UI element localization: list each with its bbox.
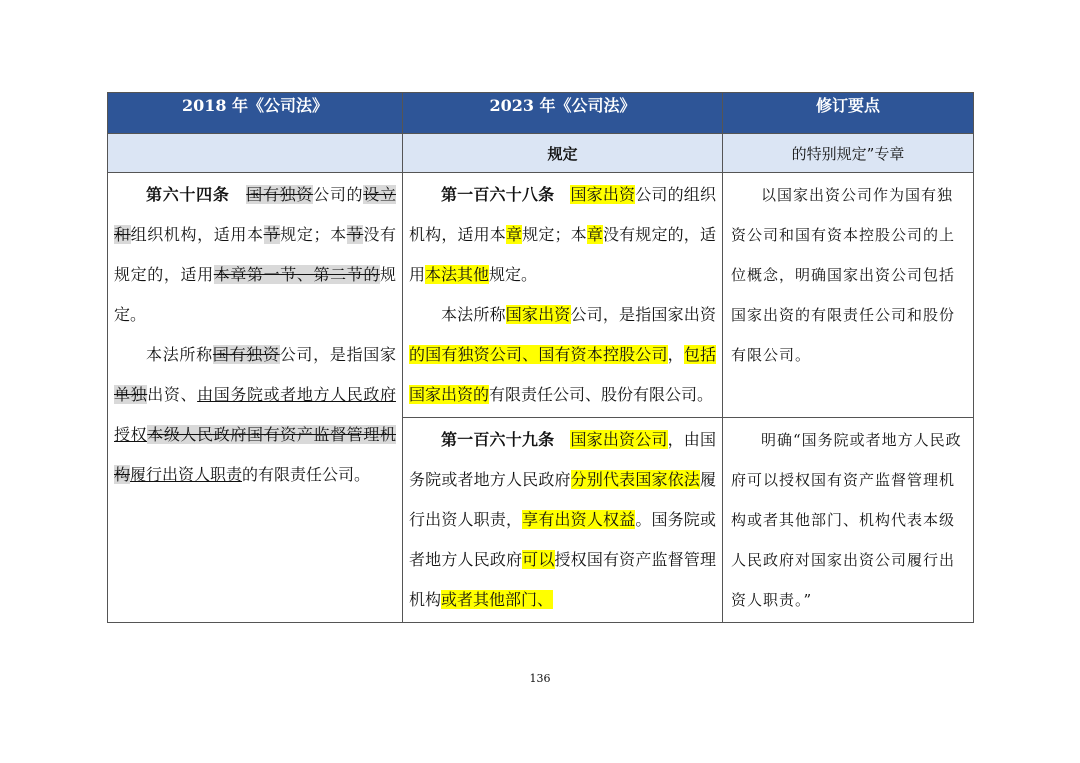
note-2-text: 明确“国务院或者地方人民政府可以授权国有资产监督管理机构或者其他部门、机构代表本级人民政府对国家出资公司履行出资人职责。” xyxy=(731,431,962,609)
deleted-text: 设立和 xyxy=(114,185,396,244)
cell-2018-article-64 xyxy=(108,173,403,623)
highlighted-text: 的国有独资公司、国有资本控股公司 xyxy=(409,345,668,364)
text-run: 规定。 xyxy=(489,265,538,284)
para-2018-1 xyxy=(114,175,396,335)
sub-cell-notes: 的特别规定”专章 xyxy=(723,134,974,173)
header-2023: 2023 年《公司法》 xyxy=(403,93,723,134)
highlighted-text: 可以 xyxy=(522,550,555,569)
sub-cell-2018 xyxy=(108,134,403,173)
cell-note-1 xyxy=(723,173,974,418)
text-run: ， xyxy=(667,345,684,364)
underlined-text: 履行出资人职责 xyxy=(130,465,243,484)
header-revision-points: 修订要点 xyxy=(723,93,974,134)
article-number: 第六十四条 xyxy=(146,185,230,204)
text-run xyxy=(554,430,570,449)
deleted-text: 节 xyxy=(263,225,281,244)
highlighted-text: 本法其他 xyxy=(425,265,490,284)
text-run: 授权国有资产监督管理机构 xyxy=(409,550,716,609)
text-run: 的有限责任公司。 xyxy=(242,465,371,484)
text-run: 本法所称 xyxy=(146,345,213,364)
deleted-text: 国有独资 xyxy=(246,185,314,204)
text-run: 本法所称 xyxy=(441,305,506,324)
highlighted-text: 国家出资 xyxy=(505,305,571,324)
highlighted-text: 享有出资人权益 xyxy=(522,510,636,529)
highlighted-text: 国家出资公司 xyxy=(570,430,668,449)
highlighted-text: 分别代表国家依法 xyxy=(570,470,700,489)
text-run: 履行出资人职责， xyxy=(409,470,716,529)
text-run: 规定；本 xyxy=(280,225,347,244)
deleted-text: 本章第一节、第二节的 xyxy=(213,265,380,284)
deleted-text: 本级人民政府国有资产监督管理机构 xyxy=(114,425,396,484)
text-run: 规定。 xyxy=(114,265,396,324)
text-run: 没有规定的，适用 xyxy=(409,225,716,284)
para-2023-168-2 xyxy=(409,295,716,415)
deleted-text: 单独 xyxy=(114,385,148,404)
article-number: 第一百六十八条 xyxy=(441,185,555,204)
highlighted-text: 或者其他部门、 xyxy=(441,590,554,609)
deleted-text: 节 xyxy=(346,225,364,244)
comparison-table xyxy=(107,92,974,623)
para-2023-169-1 xyxy=(409,420,716,620)
text-run xyxy=(554,185,570,204)
underlined-text: 由国务院或者地方人民政府授权 xyxy=(114,385,396,444)
note-1-text: 以国家出资公司作为国有独资公司和国有资本控股公司的上位概念，明确国家出资公司包括国家出资的有限责任公司和股份有限公司。 xyxy=(731,186,956,364)
text-run: 公司的组织机构，适用本 xyxy=(409,185,716,244)
sub-cell-2023: 规定 xyxy=(403,134,723,173)
text-run: 。国务院或者地方人民政府 xyxy=(409,510,716,569)
page-number: 136 xyxy=(529,672,551,685)
text-run: 出资、 xyxy=(147,385,198,404)
highlighted-text: 章 xyxy=(586,225,603,244)
text-run: 没有规定的，适用 xyxy=(114,225,396,284)
cell-2023-article-169 xyxy=(403,418,723,623)
highlighted-text: 国家出资 xyxy=(570,185,636,204)
para-2023-168-1 xyxy=(409,175,716,295)
highlighted-text: 章 xyxy=(505,225,523,244)
header-2018: 2018 年《公司法》 xyxy=(108,93,403,134)
text-run: 规定；本 xyxy=(522,225,587,244)
para-2018-2 xyxy=(114,335,396,495)
text-run: 有限责任公司、股份有限公司。 xyxy=(489,385,714,404)
cell-note-2 xyxy=(723,418,974,623)
article-number: 第一百六十九条 xyxy=(441,430,555,449)
text-run xyxy=(230,185,247,204)
text-run: ，由国务院或者地方人民政府 xyxy=(409,430,716,489)
text-run: 公司，是指国家 xyxy=(279,345,396,364)
text-run: 公司的 xyxy=(313,185,364,204)
deleted-text: 国有独资 xyxy=(212,345,280,364)
highlighted-text: 包括国家出资的 xyxy=(409,345,716,404)
cell-2023-article-168 xyxy=(403,173,723,418)
text-run: 组织机构，适用本 xyxy=(130,225,264,244)
text-run: 公司，是指国家出资 xyxy=(570,305,716,324)
